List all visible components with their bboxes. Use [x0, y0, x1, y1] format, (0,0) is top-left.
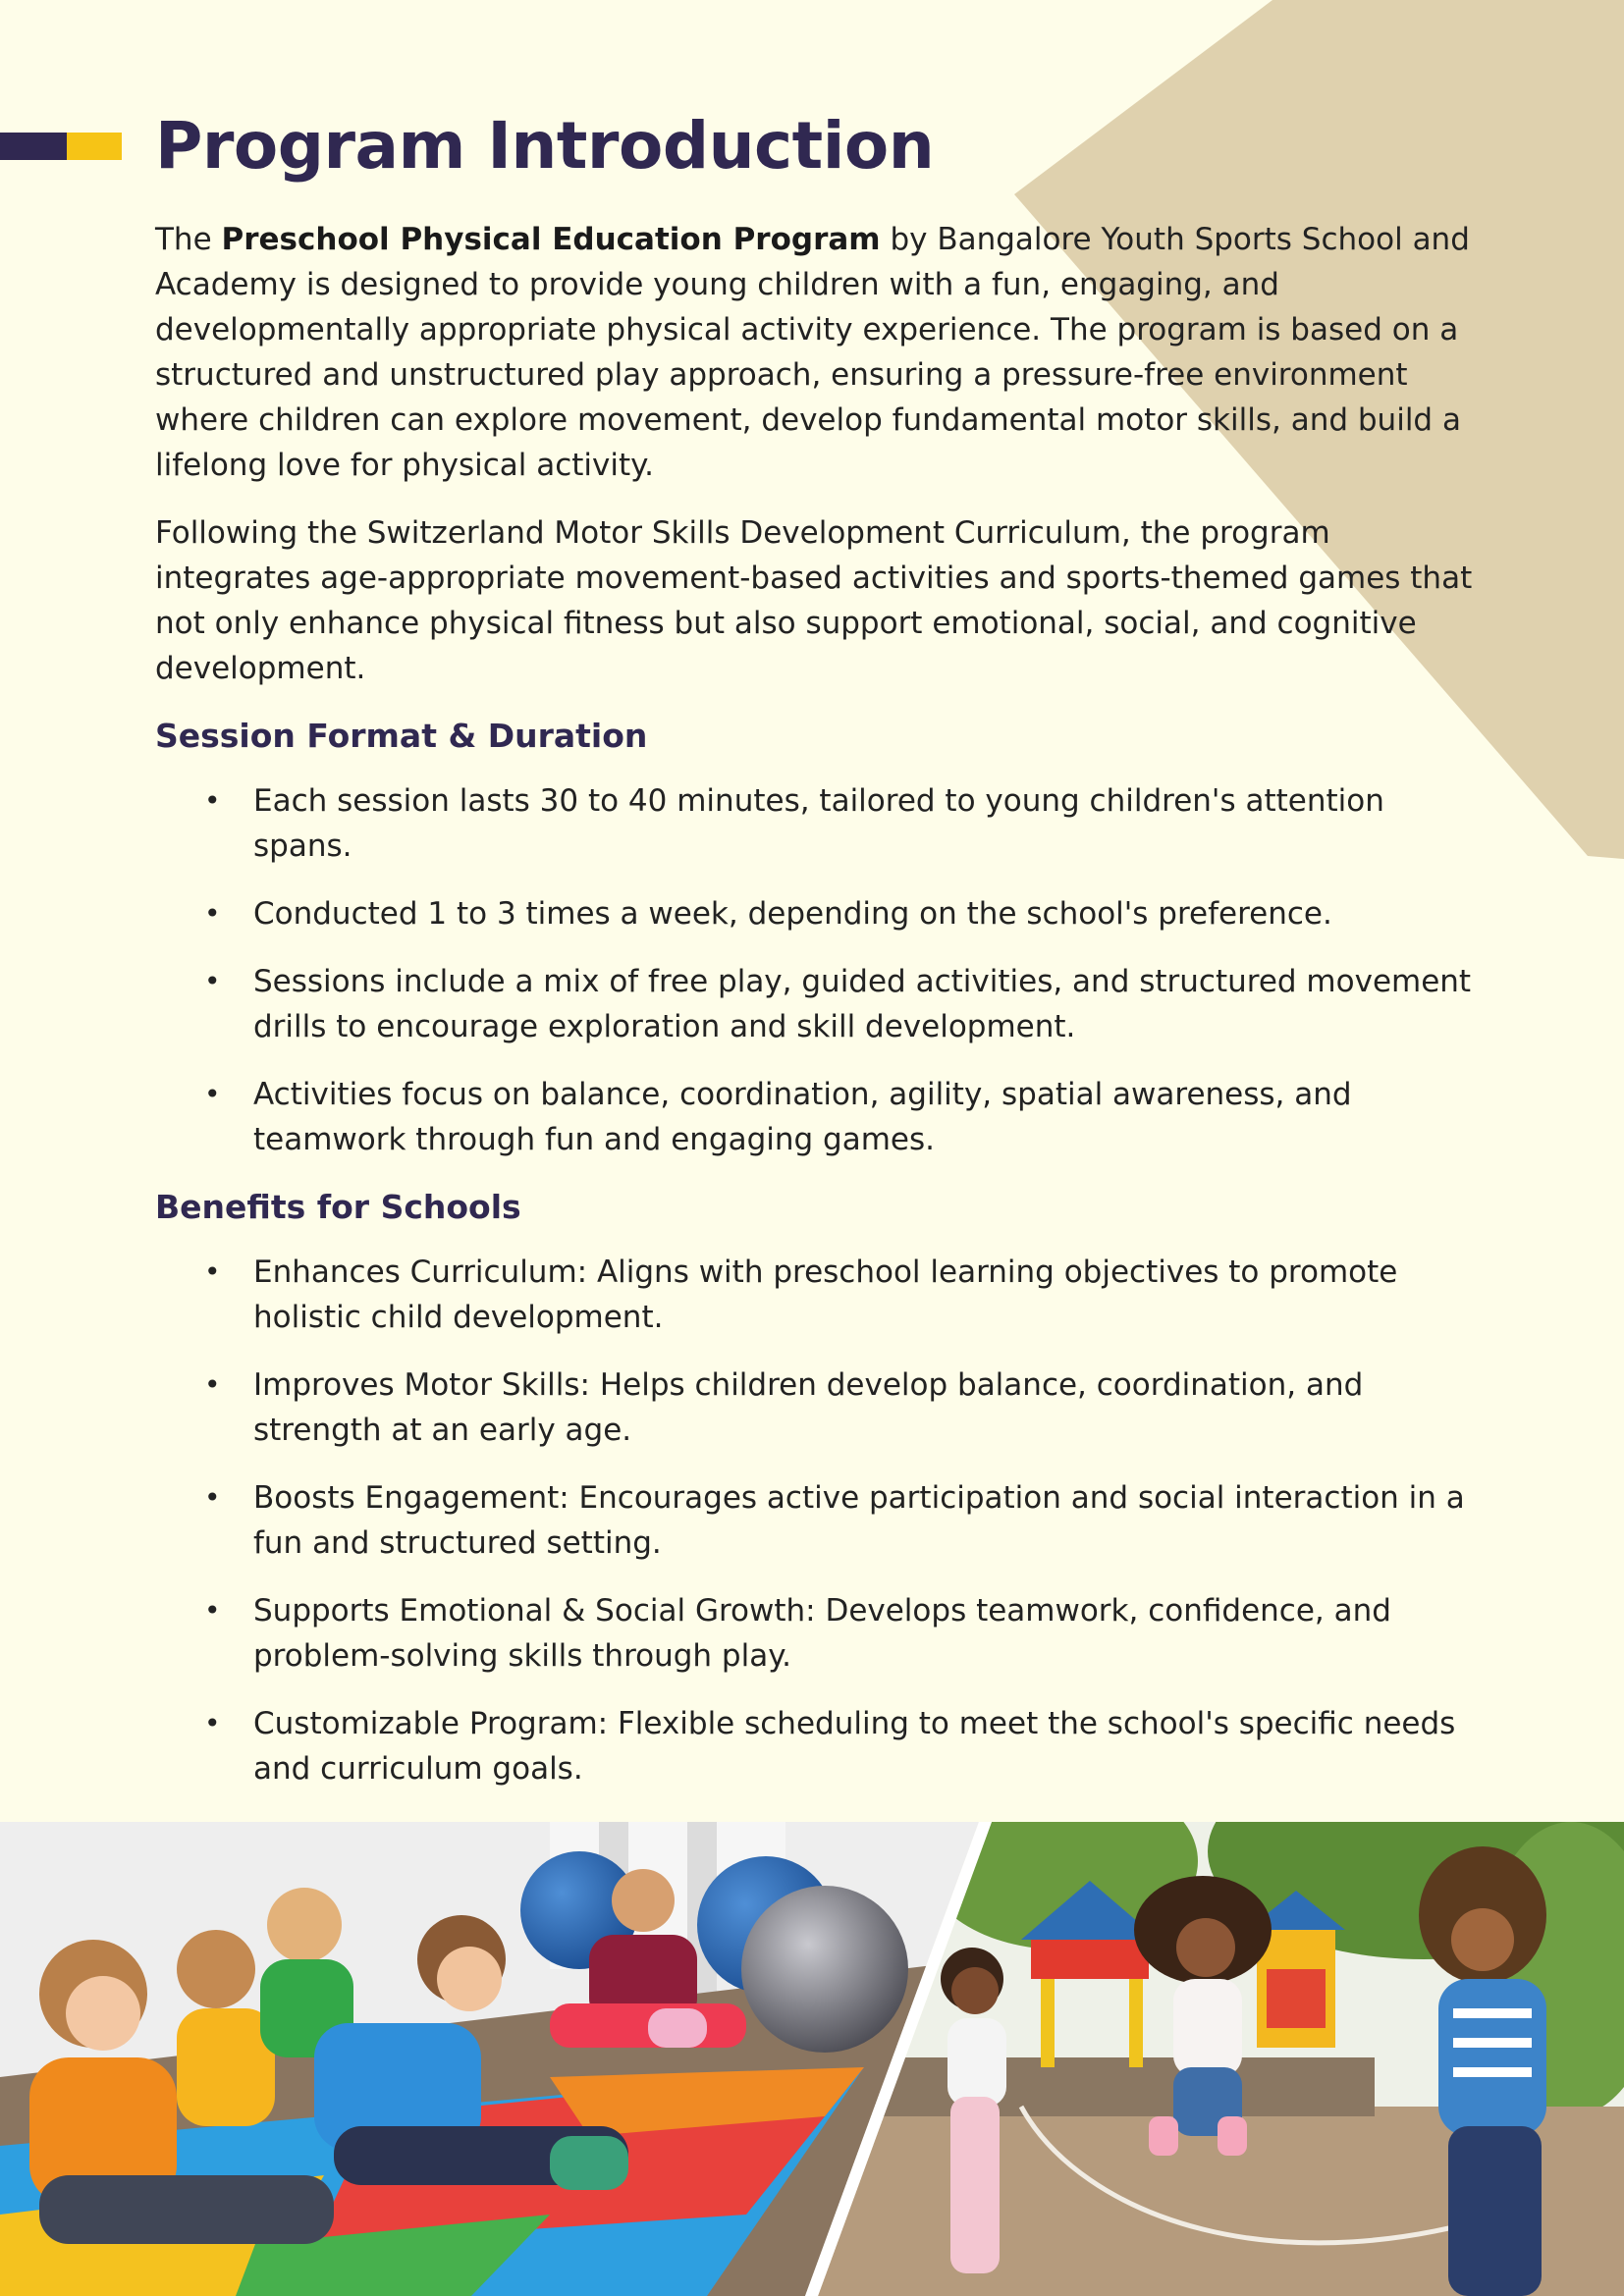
- list-item-text: Each session lasts 30 to 40 minutes, tailored to young children's attention spans.: [253, 783, 1384, 864]
- page-title: Program Introduction: [155, 108, 935, 184]
- bullet-icon: •: [204, 1078, 221, 1110]
- list-item-text: Sessions include a mix of free play, guided activities, and structured movement drills to encourage exploration and skill development.: [253, 964, 1472, 1044]
- list-item: [155, 1250, 1481, 1340]
- session-list: [155, 778, 1481, 1162]
- curriculum-paragraph: Following the Switzerland Motor Skills Development Curriculum, the program integrates age-appropriate movement-based activities and sports-themed games that not only enhance physical fitness but also support emotional, social, and cognitive development.: [155, 515, 1473, 686]
- bullet-icon: •: [204, 965, 221, 997]
- main-content: [155, 103, 1481, 1814]
- intro-paragraph: [155, 217, 1481, 488]
- list-item-text: Customizable Program: Flexible scheduling to meet the school's specific needs and curriculum goals.: [253, 1706, 1456, 1787]
- benefits-list: [155, 1250, 1481, 1791]
- benefits-heading: Benefits for Schools: [155, 1188, 521, 1226]
- list-item-text: Improves Motor Skills: Helps children develop balance, coordination, and strength at an early age.: [253, 1367, 1364, 1448]
- list-item: [155, 1588, 1481, 1679]
- accent-bar-yellow: [67, 133, 122, 160]
- list-item-text: Supports Emotional & Social Growth: Develops teamwork, confidence, and problem-solving skills through play.: [253, 1593, 1391, 1674]
- bullet-icon: •: [204, 1481, 221, 1514]
- list-item: [155, 1362, 1481, 1453]
- intro-text-rest: by Bangalore Youth Sports School and Academy is designed to provide young children with a fun, engaging, and developmentally appropriate physical activity experience. The program is based on a structured and unstructured play approach, ensuring a pressure-free environment where children can explore movement, develop fundamental motor skills, and build a lifelong love for physical activity.: [155, 222, 1470, 483]
- bullet-icon: •: [204, 784, 221, 817]
- bullet-icon: •: [204, 897, 221, 930]
- list-item: [155, 1072, 1481, 1162]
- list-item: [155, 1475, 1481, 1566]
- bullet-icon: •: [204, 1707, 221, 1739]
- list-item: [155, 778, 1481, 869]
- list-item: [155, 891, 1481, 936]
- photo-strip: [0, 1822, 1624, 2296]
- list-item: [155, 1701, 1481, 1791]
- session-heading: Session Format & Duration: [155, 717, 648, 755]
- bullet-icon: •: [204, 1368, 221, 1401]
- list-item-text: Conducted 1 to 3 times a week, depending on the school's preference.: [253, 896, 1332, 932]
- intro-text-start: The: [155, 222, 222, 257]
- accent-bar-dark: [0, 133, 67, 160]
- list-item-text: Enhances Curriculum: Aligns with preschool learning objectives to promote holistic child development.: [253, 1255, 1398, 1335]
- list-item-text: Activities focus on balance, coordination, agility, spatial awareness, and teamwork through fun and engaging games.: [253, 1077, 1352, 1157]
- bullet-icon: •: [204, 1594, 221, 1627]
- list-item: [155, 959, 1481, 1049]
- program-name: Preschool Physical Education Program: [221, 222, 881, 257]
- list-item-text: Boosts Engagement: Encourages active participation and social interaction in a fun and structured setting.: [253, 1480, 1465, 1561]
- bullet-icon: •: [204, 1255, 221, 1288]
